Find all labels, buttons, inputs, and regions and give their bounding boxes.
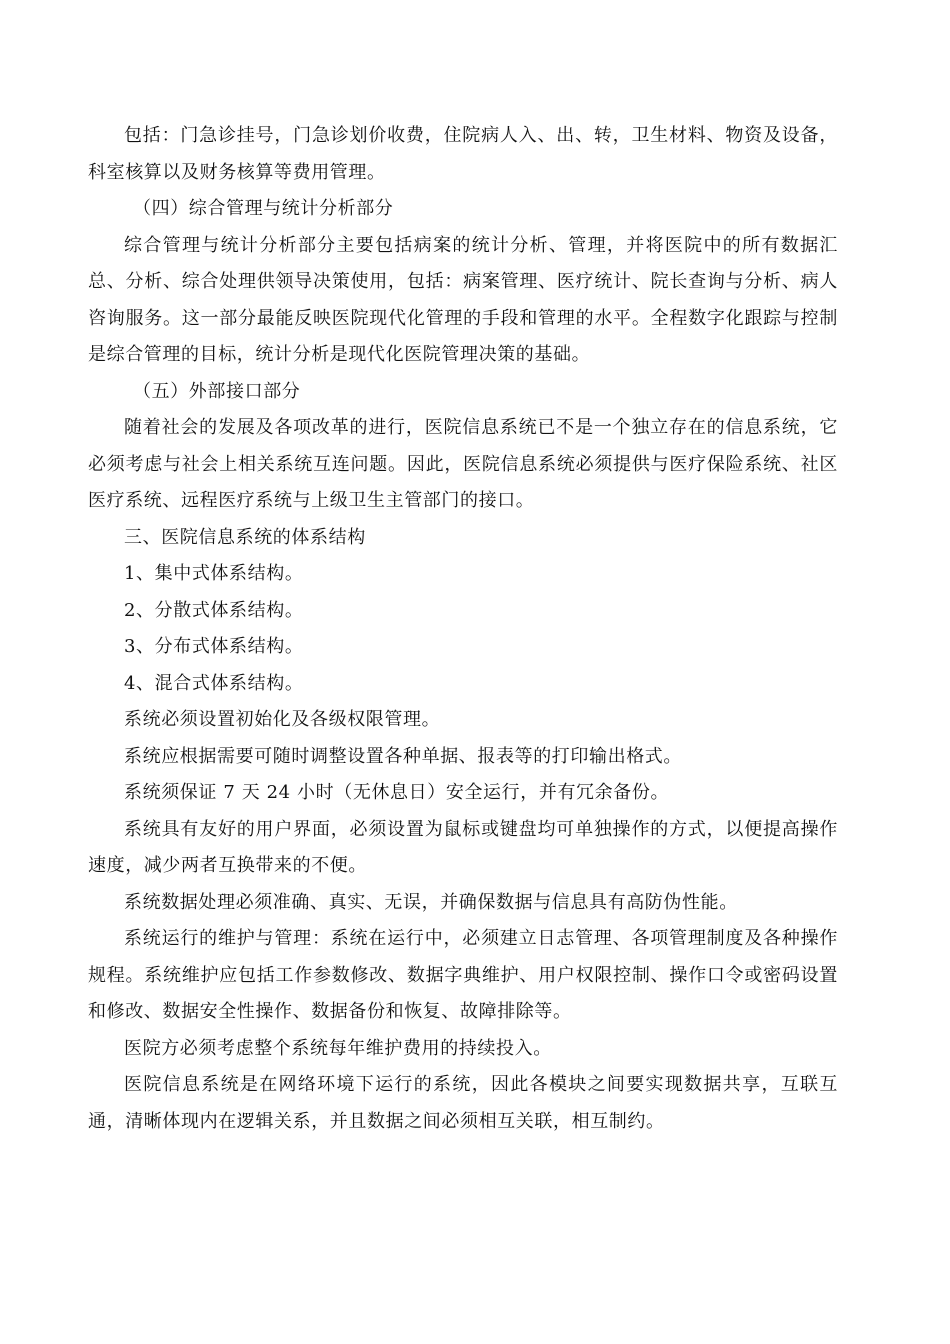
paragraph-initialization: 系统必须设置初始化及各级权限管理。 xyxy=(124,709,441,730)
paragraph-data-sharing: 医院信息系统是在网络环境下运行的系统，因此各模块之间要实现数据共享，互联互通，清晰体现内在逻辑关系，并且数据之间必须相互关联，相互制约。 xyxy=(88,1074,838,1132)
section-heading-comprehensive-management: （四）综合管理与统计分析部分 xyxy=(133,198,394,219)
paragraph-external-interface: 随着社会的发展及各项改革的进行，医院信息系统已不是一个独立存在的信息系统，它必须考虑与社会上相关系统互连问题。因此，医院信息系统必须提供与医疗保险系统、社区医疗系统、远程医疗系统与上级卫生主管部门的接口。 xyxy=(88,417,838,511)
section-heading-external-interface: （五）外部接口部分 xyxy=(133,380,301,402)
paragraph-comprehensive-management: 综合管理与统计分析部分主要包括病案的统计分析、管理，并将医院中的所有数据汇总、分析、综合处理供领导决策使用，包括：病案管理、医疗统计、院长查询与分析、病人咨询服务。这一部分最能反映医院现代化管理的手段和管理的水平。全程数字化跟踪与控制是综合管理的目标，统计分析是现代化医院管理决策的基础。 xyxy=(88,234,838,365)
paragraph-fee-management: 包括：门急诊挂号，门急诊划价收费，住院病人入、出、转，卫生材料、物资及设备，科室核算以及财务核算等费用管理。 xyxy=(88,125,838,183)
list-item-decentralized: 2、分散式体系结构。 xyxy=(124,599,304,621)
paragraph-data-accuracy: 系统数据处理必须准确、真实、无误，并确保数据与信息具有高防伪性能。 xyxy=(124,891,738,913)
list-item-hybrid: 4、混合式体系结构。 xyxy=(124,672,304,694)
list-item-centralized: 1、集中式体系结构。 xyxy=(124,563,304,584)
paragraph-maintenance: 系统运行的维护与管理：系统在运行中，必须建立日志管理、各项管理制度及各种操作规程。系统维护应包括工作参数修改、数据字典维护、用户权限控制、操作口令或密码设置和修改、数据安全性操作、数据备份和恢复、故障排除等。 xyxy=(88,928,838,1022)
paragraph-maintenance-cost: 医院方必须考虑整个系统每年维护费用的持续投入。 xyxy=(124,1037,552,1059)
paragraph-user-interface: 系统具有友好的用户界面，必须设置为鼠标或键盘均可单独操作的方式，以便提高操作速度，减少两者互换带来的不便。 xyxy=(88,818,838,876)
document-body xyxy=(88,118,838,1140)
paragraph-uptime: 系统须保证 7 天 24 小时（无休息日）安全运行，并有冗余备份。 xyxy=(124,782,670,803)
paragraph-print-format: 系统应根据需要可随时调整设置各种单据、报表等的打印输出格式。 xyxy=(124,745,682,767)
section-heading-architecture: 三、医院信息系统的体系结构 xyxy=(124,526,366,548)
list-item-distributed: 3、分布式体系结构。 xyxy=(124,636,304,657)
